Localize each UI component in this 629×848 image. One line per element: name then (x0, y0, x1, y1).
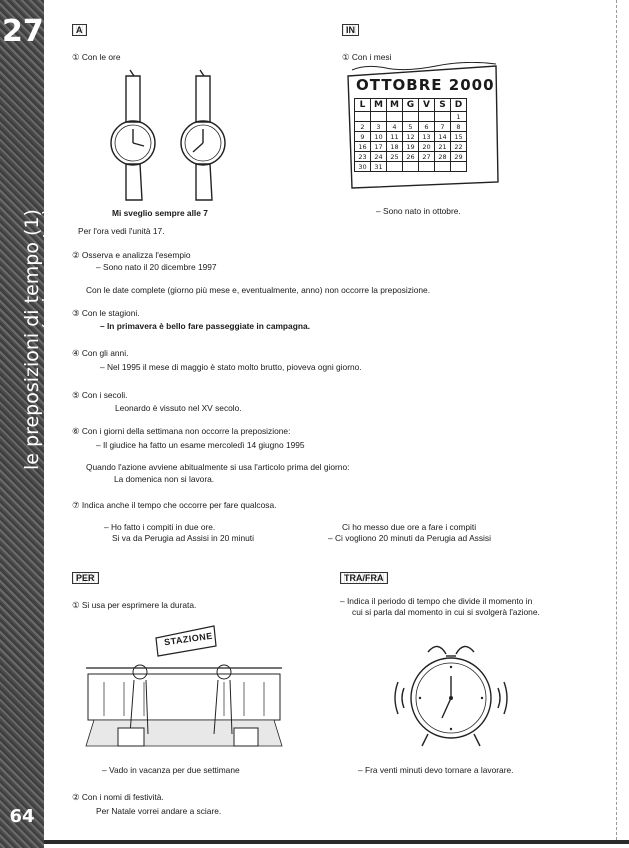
calendar-day-cell: 19 (403, 142, 419, 152)
calendar-day-header: G (403, 99, 419, 112)
calendar-day-cell: 24 (371, 152, 387, 162)
calendar-day-cell: 4 (387, 122, 403, 132)
a-s7-right2: – Ci vogliono 20 minuti da Perugia ad Assisi (328, 533, 491, 543)
calendar-day-cell (387, 162, 403, 172)
calendar-day-cell (435, 112, 451, 122)
calendar-day-cell: 28 (435, 152, 451, 162)
a-s5-example: Leonardo è vissuto nel XV secolo. (115, 403, 242, 413)
calendar-day-cell: 8 (451, 122, 467, 132)
chapter-title-main: le preposizioni di tempo (1) (21, 209, 43, 470)
a-s7-intro: ⑦ Indica anche il tempo che occorre per fare qualcosa. (72, 500, 277, 510)
a-s6-intro: ⑥ Con i giorni della settimana non occorre la preposizione: (72, 426, 291, 436)
a-s5-intro: ⑤ Con i secoli. (72, 390, 128, 400)
calendar-day-cell: 2 (355, 122, 371, 132)
calendar-day-header: D (451, 99, 467, 112)
chapter-sidebar (0, 0, 60, 848)
watches-illustration (100, 66, 250, 206)
calendar-day-cell (435, 162, 451, 172)
calendar-day-cell: 12 (403, 132, 419, 142)
page-number: 64 (9, 806, 35, 827)
bottom-rule (44, 840, 629, 844)
section-tag-trafra: TRA/FRA (340, 572, 388, 584)
in-caption: – Sono nato in ottobre. (376, 206, 461, 216)
calendar-day-cell: 15 (451, 132, 467, 142)
calendar-day-cell: 7 (435, 122, 451, 132)
watch-icon (111, 70, 155, 200)
per-s2-intro: ② Con i nomi di festività. (72, 792, 164, 802)
per-s1-intro: ① Si usa per esprimere la durata. (72, 600, 197, 610)
calendar-day-cell (451, 162, 467, 172)
calendar-grid (354, 98, 467, 172)
calendar-day-cell: 6 (419, 122, 435, 132)
a-s4-example: – Nel 1995 il mese di maggio è stato molto brutto, pioveva ogni giorno. (100, 362, 362, 372)
calendar-day-cell: 18 (387, 142, 403, 152)
a-s2-note: Con le date complete (giorno più mese e, eventualmente, anno) non occorre la preposizione. (86, 285, 431, 295)
trafra-line1: – Indica il periodo di tempo che divide il momento in (340, 596, 533, 606)
calendar-day-cell: 29 (451, 152, 467, 162)
watch-icon (181, 70, 225, 200)
calendar-day-cell (355, 112, 371, 122)
calendar-day-header: S (435, 99, 451, 112)
calendar (346, 62, 500, 192)
a-s6-note: Quando l'azione avviene abitualmente si usa l'articolo prima del giorno: (86, 462, 350, 472)
calendar-week-row (355, 112, 467, 122)
calendar-day-cell: 13 (419, 132, 435, 142)
calendar-day-cell: 11 (387, 132, 403, 142)
calendar-week-row (355, 162, 467, 172)
a-s1-intro: ① Con le ore (72, 52, 121, 62)
calendar-day-cell (387, 112, 403, 122)
calendar-day-header: M (371, 99, 387, 112)
calendar-day-cell (371, 112, 387, 122)
a-s1-caption: Mi sveglio sempre alle 7 (112, 208, 208, 218)
a-s2-example: – Sono nato il 20 dicembre 1997 (96, 262, 217, 272)
calendar-day-cell (419, 112, 435, 122)
calendar-day-cell: 3 (371, 122, 387, 132)
calendar-day-cell: 30 (355, 162, 371, 172)
a-s3-example: – In primavera è bello fare passeggiate in campagna. (100, 321, 310, 331)
a-s2-intro: ② Osserva e analizza l'esempio (72, 250, 191, 260)
calendar-day-cell (403, 112, 419, 122)
calendar-day-cell: 9 (355, 132, 371, 142)
calendar-day-cell (419, 162, 435, 172)
calendar-day-cell: 21 (435, 142, 451, 152)
station-sign: STAZIONE (163, 630, 214, 648)
calendar-day-header: M (387, 99, 403, 112)
calendar-day-cell: 16 (355, 142, 371, 152)
calendar-day-cell: 31 (371, 162, 387, 172)
a-s1-note: Per l'ora vedi l'unità 17. (78, 226, 165, 236)
section-tag-a: A (72, 24, 87, 36)
calendar-week-row (355, 132, 467, 142)
calendar-day-cell: 27 (419, 152, 435, 162)
page-edge-dashes (616, 0, 617, 840)
a-s7-right1: Ci ho messo due ore a fare i compiti (342, 522, 477, 532)
section-tag-in: IN (342, 24, 359, 36)
alarm-clock-icon (384, 632, 518, 754)
calendar-day-cell: 1 (451, 112, 467, 122)
calendar-header-row (355, 99, 467, 112)
calendar-day-cell: 23 (355, 152, 371, 162)
in-s1-intro: ① Con i mesi (342, 52, 392, 62)
per-s2-example: Per Natale vorrei andare a sciare. (96, 806, 222, 816)
calendar-day-header: L (355, 99, 371, 112)
section-tag-per: PER (72, 572, 99, 584)
per-caption: – Vado in vacanza per due settimane (102, 765, 240, 775)
calendar-week-row (355, 122, 467, 132)
calendar-day-cell: 5 (403, 122, 419, 132)
calendar-day-cell: 20 (419, 142, 435, 152)
a-s3-intro: ③ Con le stagioni. (72, 308, 140, 318)
calendar-week-row (355, 142, 467, 152)
chapter-number: 27 (2, 14, 44, 49)
chapter-subtitle: (a, in, per, tra) (40, 209, 60, 332)
calendar-day-cell: 25 (387, 152, 403, 162)
calendar-day-cell: 26 (403, 152, 419, 162)
a-s6-example2: La domenica non si lavora. (114, 474, 215, 484)
chapter-title (22, 209, 60, 470)
station-illustration (84, 616, 284, 758)
a-s6-example: – Il giudice ha fatto un esame mercoledì 14 giugno 1995 (96, 440, 305, 450)
trafra-line2: cui si parla dal momento in cui si svolgerà l'azione. (352, 607, 540, 617)
calendar-day-cell: 22 (451, 142, 467, 152)
a-s7-left1: – Ho fatto i compiti in due ore. (104, 522, 216, 532)
calendar-day-cell: 17 (371, 142, 387, 152)
a-s7-left2: Si va da Perugia ad Assisi in 20 minuti (112, 533, 254, 543)
calendar-week-row (355, 152, 467, 162)
calendar-day-cell: 10 (371, 132, 387, 142)
calendar-title: OTTOBRE 2000 (356, 76, 495, 94)
trafra-caption: – Fra venti minuti devo tornare a lavorare. (358, 765, 514, 775)
calendar-day-cell: 14 (435, 132, 451, 142)
calendar-day-header: V (419, 99, 435, 112)
a-s4-intro: ④ Con gli anni. (72, 348, 129, 358)
calendar-day-cell (403, 162, 419, 172)
